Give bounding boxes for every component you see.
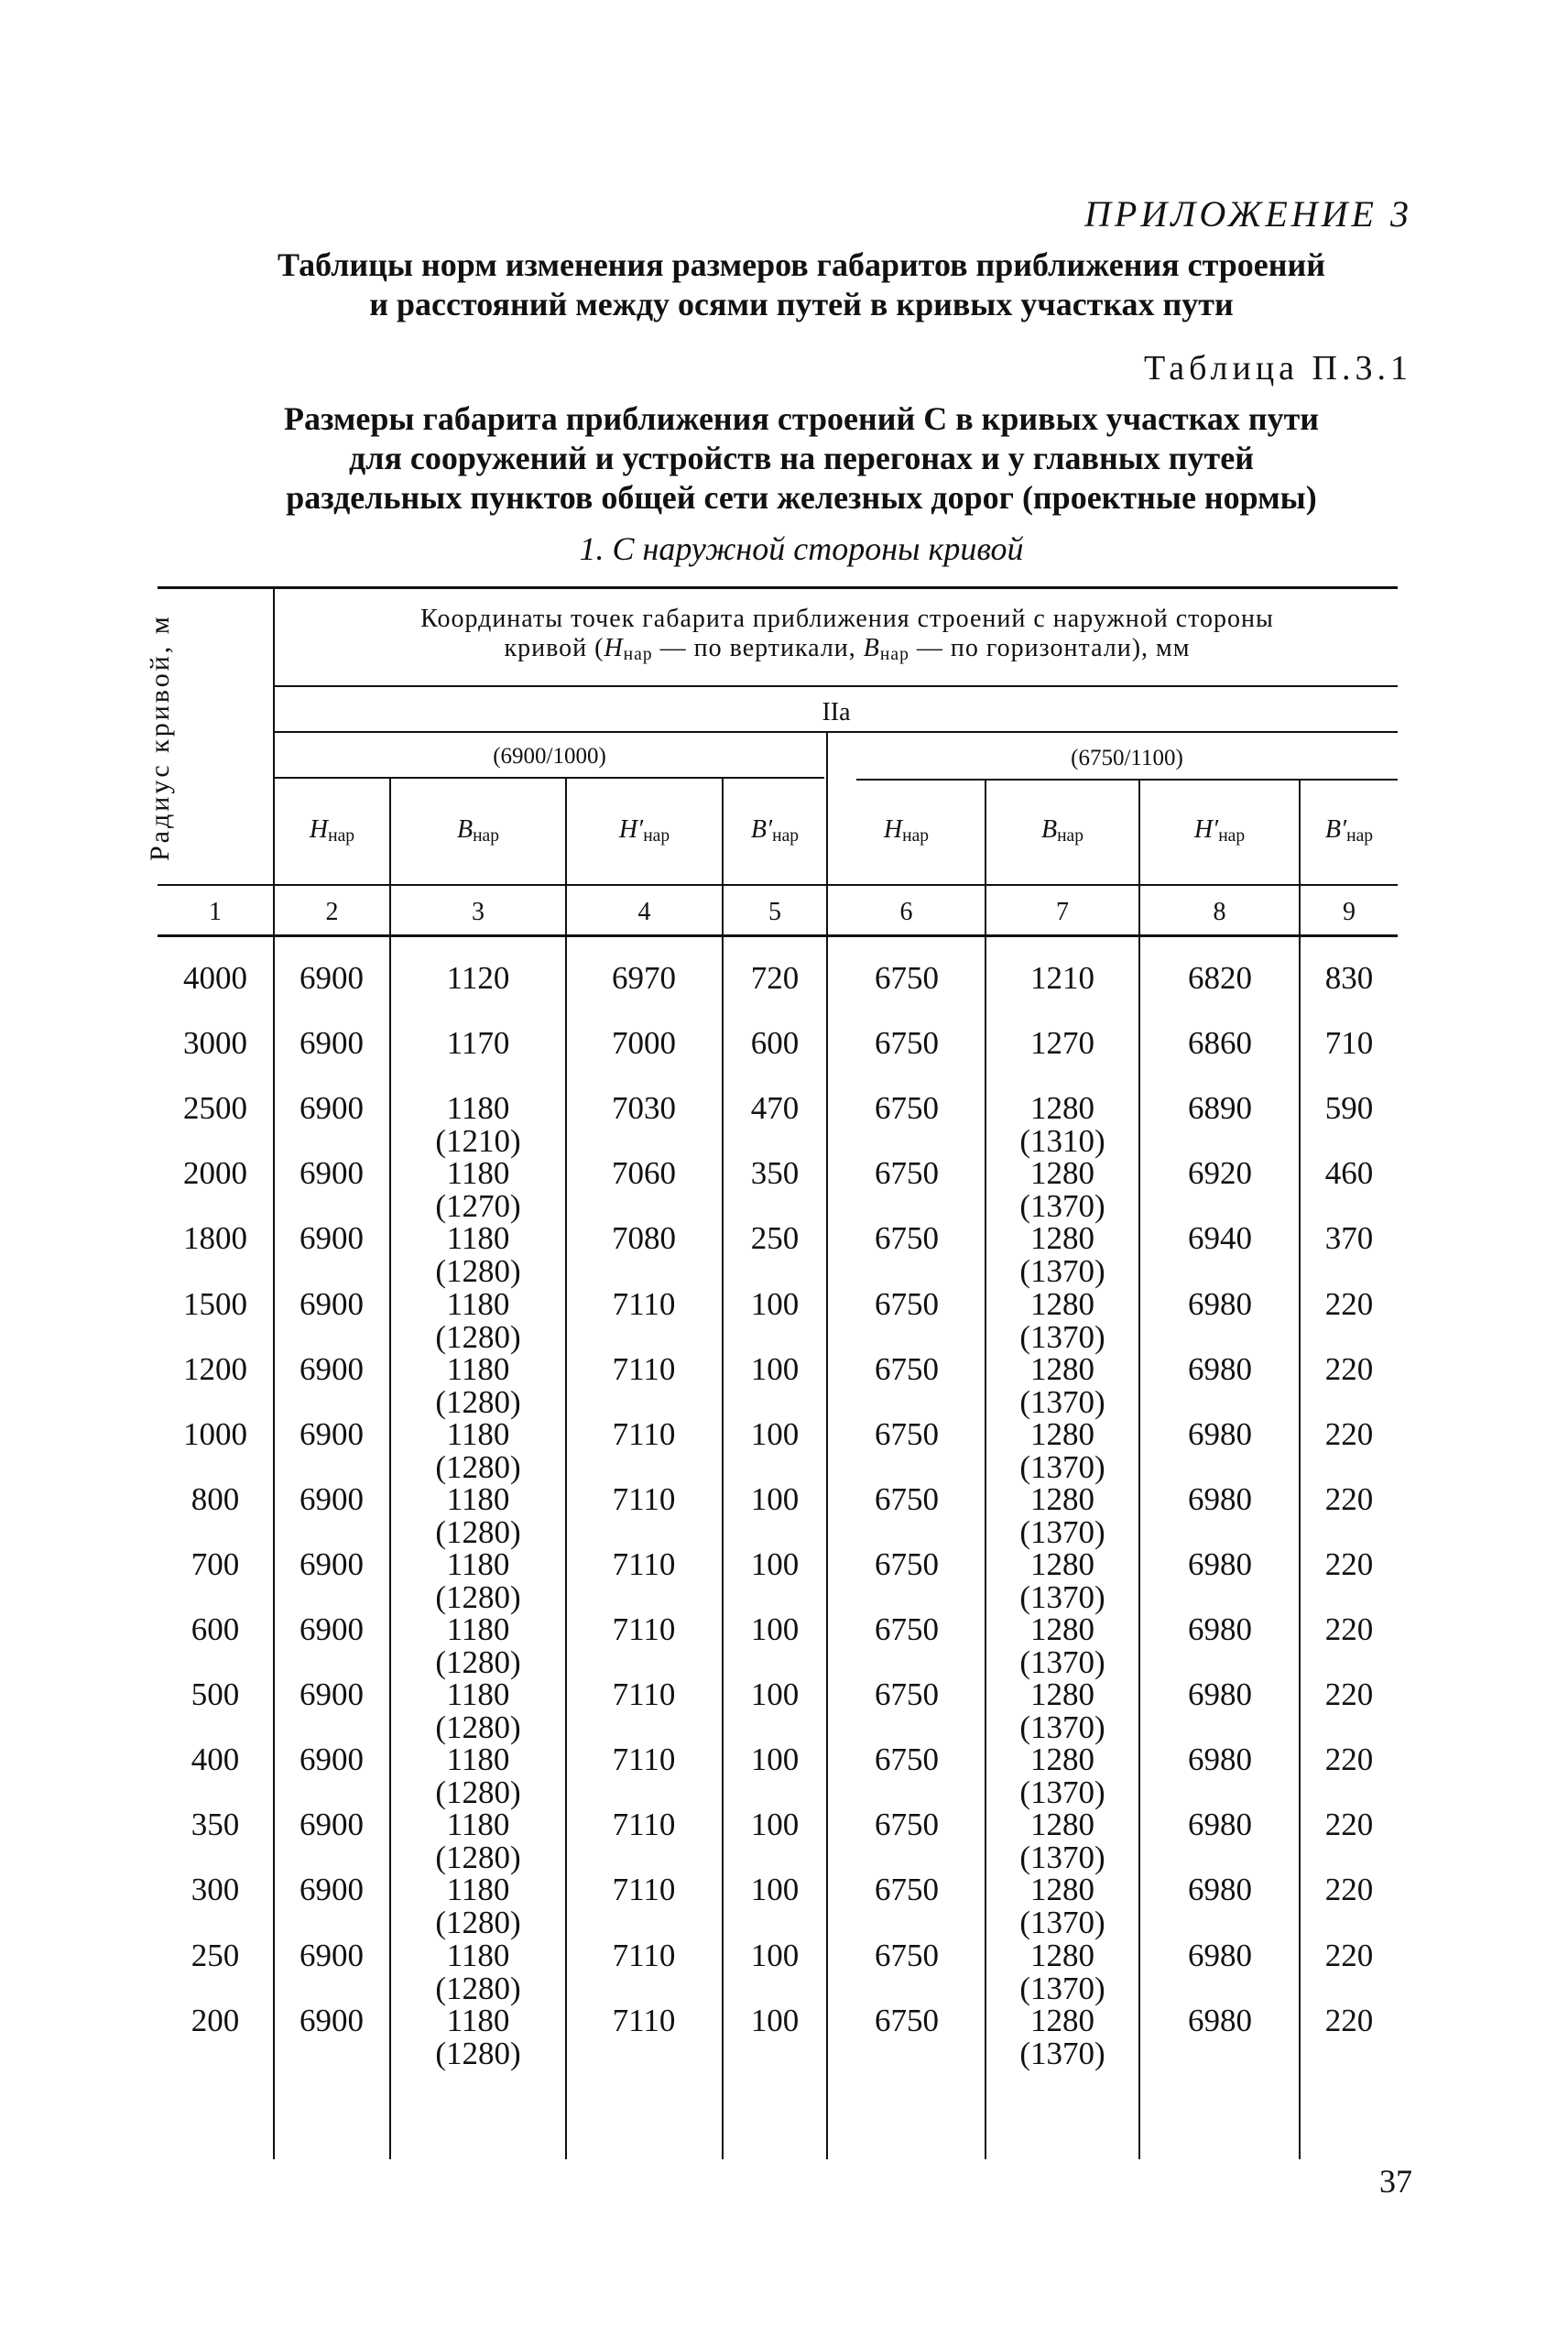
table-cell-c9: 220 [1324,1872,1374,1907]
table-cell-r: 3000 [183,1025,247,1061]
table-cell-c7: 1280 [1030,1351,1094,1387]
table-cell-c3: 1180 [446,1611,510,1647]
table-cell-c4: 7110 [612,1546,676,1582]
col-number-7: 7 [1056,898,1069,926]
table-cell-c3b: (1280) [435,1775,521,1810]
table-cell-c2: 6900 [299,1611,364,1647]
col-header-h: $H_{нар}$ [309,815,355,846]
table-cell-c5: 100 [750,1807,800,1842]
table-cell-c6: 6750 [875,1676,939,1712]
group-header: IIa [822,698,851,726]
table-cell-c7b: (1310) [1019,1123,1105,1159]
table-cell-r: 350 [191,1807,240,1842]
col-header-b-2: $B_{нар}$ [1040,815,1084,846]
table-cell-c4: 7110 [612,1676,676,1712]
table-cell-r: 700 [191,1546,240,1582]
table-cell-c7b: (1370) [1019,1319,1105,1355]
table-cell-c9: 220 [1324,1676,1374,1712]
table-cell-c3b: (1280) [435,1905,521,1940]
table-cell-c8: 6980 [1188,1742,1252,1777]
table-cell-c5: 100 [750,1938,800,1973]
vline-7 [1138,781,1140,2159]
table-cell-c8: 6980 [1188,1546,1252,1582]
table-cell-r: 250 [191,1938,240,1973]
table-cell-c7: 1270 [1030,1025,1094,1061]
table-cell-c4: 7110 [612,1416,676,1452]
table-cell-c5: 470 [750,1090,800,1126]
table-cell-c3b: (1270) [435,1188,521,1224]
table-cell-c7b: (1370) [1019,1840,1105,1875]
col-header-b-prime: $B'_{нар}$ [750,815,800,846]
table-cell-c6: 6750 [875,1807,939,1842]
table-cell-c7: 1280 [1030,1611,1094,1647]
table-cell-c7b: (1370) [1019,1775,1105,1810]
col-header-b-prime-2: $B'_{нар}$ [1324,815,1374,846]
table-cell-c2: 6900 [299,1938,364,1973]
table-cell-c3: 1180 [446,1546,510,1582]
table-cell-c9: 830 [1324,960,1374,996]
table-cell-c4: 7000 [612,1025,676,1061]
table-cell-c2: 6900 [299,1286,364,1322]
table-cell-c6: 6750 [875,960,939,996]
table-cell-c8: 6820 [1188,960,1252,996]
table-cell-c2: 6900 [299,1546,364,1582]
table-cell-c9: 220 [1324,1611,1374,1647]
table-title-line-2: для сооружений и устройств на перегонах и у главных путей [349,440,1254,476]
col-header-h-prime-2: $H'_{нар}$ [1193,815,1246,846]
table-cell-c2: 6900 [299,1676,364,1712]
table-cell-r: 1800 [183,1220,247,1256]
table-cell-r: 600 [191,1611,240,1647]
table-cell-c3: 1170 [446,1025,510,1061]
table-cell-c9: 220 [1324,1742,1374,1777]
rule-under-subgroup-1 [275,777,824,779]
col-number-9: 9 [1343,898,1356,926]
col-header-b: $B_{нар}$ [456,815,500,846]
table-cell-c7: 1280 [1030,1938,1094,1973]
table-cell-c6: 6750 [875,1220,939,1256]
table-cell-c3: 1180 [446,1416,510,1452]
table-cell-c3: 1180 [446,1872,510,1907]
table-cell-c3b: (1280) [435,1384,521,1420]
table-cell-c3b: (1280) [435,1514,521,1550]
table-cell-c7: 1280 [1030,1742,1094,1777]
table-cell-c4: 7110 [612,1872,676,1907]
table-cell-c9: 220 [1324,1807,1374,1842]
table-cell-c3: 1180 [446,1286,510,1322]
table-cell-c7b: (1370) [1019,1384,1105,1420]
table-cell-c5: 100 [750,1546,800,1582]
table-cell-c4: 7110 [612,1481,676,1517]
table-cell-c3: 1180 [446,1220,510,1256]
rule-below-colnums [158,934,1398,937]
table-cell-c7: 1280 [1030,1416,1094,1452]
table-cell-c3: 1180 [446,1481,510,1517]
table-cell-c5: 250 [750,1220,800,1256]
vline-8 [1299,781,1301,2159]
table-cell-c9: 370 [1324,1220,1374,1256]
table-cell-c7: 1210 [1030,960,1094,996]
table-cell-c8: 6980 [1188,1416,1252,1452]
coords-header-line-1: Координаты точек габарита приближения строений с наружной стороны [420,605,1274,633]
table-number: Таблица П.3.1 [1144,349,1412,388]
table-cell-c4: 7110 [612,1611,676,1647]
rule-above-colnums [158,884,1398,886]
table-cell-r: 1000 [183,1416,247,1452]
table-cell-c9: 220 [1324,1481,1374,1517]
table-cell-c9: 220 [1324,1938,1374,1973]
table-cell-c4: 7060 [612,1155,676,1191]
table-cell-c7: 1280 [1030,1220,1094,1256]
table-cell-c7: 1280 [1030,1807,1094,1842]
table-cell-c3: 1180 [446,1155,510,1191]
table-cell-c6: 6750 [875,1416,939,1452]
table-cell-c3b: (1280) [435,1971,521,2006]
table-cell-c5: 100 [750,2003,800,2038]
table-cell-c3: 1180 [446,1807,510,1842]
rule-under-coords [275,685,1398,687]
table-cell-c2: 6900 [299,1481,364,1517]
table-cell-c7b: (1370) [1019,1579,1105,1615]
table-cell-c8: 6980 [1188,1286,1252,1322]
table-cell-c3: 1180 [446,1090,510,1126]
table-cell-r: 500 [191,1676,240,1712]
table-top-rule [158,586,1398,589]
table-cell-c2: 6900 [299,1351,364,1387]
table-cell-c7: 1280 [1030,2003,1094,2038]
table-cell-c3b: (1280) [435,1449,521,1485]
table-cell-r: 2000 [183,1155,247,1191]
table-cell-c8: 6860 [1188,1025,1252,1061]
table-cell-c6: 6750 [875,1025,939,1061]
vline-4 [722,779,724,2159]
table-cell-c7: 1280 [1030,1546,1094,1582]
subsection-title: 1. С наружной стороны кривой [579,530,1024,567]
table-cell-c4: 7110 [612,1351,676,1387]
table-cell-c7: 1280 [1030,1676,1094,1712]
table-cell-c7: 1280 [1030,1872,1094,1907]
table-cell-c3b: (1280) [435,1840,521,1875]
table-cell-c6: 6750 [875,1938,939,1973]
table-cell-c5: 720 [750,960,800,996]
table-cell-c7b: (1370) [1019,2036,1105,2071]
radius-column-header: Радиус кривой, м [145,614,175,861]
coords-header-line-2: кривой ($H_{нар}$ — по вертикали, $B_{нар}$ — по горизонтали), мм [504,634,1191,664]
col-number-8: 8 [1213,898,1226,926]
table-cell-c3: 1180 [446,1351,510,1387]
table-cell-c2: 6900 [299,2003,364,2038]
table-cell-c3: 1180 [446,1742,510,1777]
col-number-6: 6 [899,898,913,926]
table-cell-c6: 6750 [875,2003,939,2038]
table-cell-c9: 710 [1324,1025,1374,1061]
col-number-3: 3 [472,898,485,926]
table-title-line-1: Размеры габарита приближения строений С в кривых участках пути [283,400,1320,437]
table-cell-c3b: (1280) [435,1709,521,1745]
col-number-2: 2 [325,898,339,926]
table-cell-c4: 7030 [612,1090,676,1126]
table-cell-c9: 460 [1324,1155,1374,1191]
col-number-1: 1 [209,898,222,926]
table-cell-c8: 6980 [1188,1938,1252,1973]
appendix-label: ПРИЛОЖЕНИЕ 3 [1084,193,1412,235]
table-cell-c8: 6940 [1188,1220,1252,1256]
col-header-h-prime: $H'_{нар}$ [618,815,670,846]
table-cell-c3b: (1280) [435,1319,521,1355]
rule-under-subgroup-2 [856,779,1398,781]
page-number: 37 [1379,2163,1412,2200]
table-cell-c8: 6980 [1188,1807,1252,1842]
table-cell-c5: 100 [750,1676,800,1712]
table-cell-c3: 1180 [446,1938,510,1973]
table-cell-c3: 1120 [446,960,510,996]
table-cell-c3b: (1280) [435,1644,521,1680]
table-cell-c6: 6750 [875,1611,939,1647]
main-title-line-2: и расстояний между осями путей в кривых участках пути [369,286,1234,322]
table-cell-c7: 1280 [1030,1155,1094,1191]
table-cell-c6: 6750 [875,1351,939,1387]
vline-6 [985,781,986,2159]
table-cell-c5: 100 [750,1286,800,1322]
table-cell-r: 1200 [183,1351,247,1387]
table-cell-c5: 350 [750,1155,800,1191]
table-cell-c5: 100 [750,1742,800,1777]
rule-under-group [275,731,1398,733]
table-cell-c4: 7110 [612,1286,676,1322]
table-cell-c3b: (1210) [435,1123,521,1159]
table-cell-c8: 6920 [1188,1155,1252,1191]
table-cell-c9: 220 [1324,1351,1374,1387]
table-cell-c4: 7110 [612,1807,676,1842]
table-cell-c7b: (1370) [1019,1905,1105,1940]
table-cell-c2: 6900 [299,1416,364,1452]
vline-2 [389,779,391,2159]
table-cell-c7b: (1370) [1019,1709,1105,1745]
table-cell-c2: 6900 [299,1155,364,1191]
table-cell-c6: 6750 [875,1286,939,1322]
table-cell-c8: 6980 [1188,1872,1252,1907]
table-cell-c8: 6980 [1188,1676,1252,1712]
table-cell-c3b: (1280) [435,1579,521,1615]
table-cell-c9: 220 [1324,1546,1374,1582]
vline-3 [565,779,567,2159]
col-header-h-2: $H_{нар}$ [883,815,930,846]
subgroup-header-2: (6750/1100) [1071,746,1183,770]
table-cell-c2: 6900 [299,1090,364,1126]
table-cell-c6: 6750 [875,1872,939,1907]
table-cell-c3b: (1280) [435,1253,521,1289]
table-cell-c4: 6970 [612,960,676,996]
table-cell-r: 800 [191,1481,240,1517]
table-cell-r: 1500 [183,1286,247,1322]
table-cell-c8: 6980 [1188,1481,1252,1517]
table-cell-c4: 7110 [612,1938,676,1973]
table-cell-c2: 6900 [299,1742,364,1777]
table-cell-c7b: (1370) [1019,1644,1105,1680]
table-cell-c5: 600 [750,1025,800,1061]
table-title-line-3: раздельных пунктов общей сети железных дорог (проектные нормы) [286,479,1317,516]
table-cell-r: 200 [191,2003,240,2038]
table-cell-c6: 6750 [875,1090,939,1126]
table-cell-c9: 220 [1324,2003,1374,2038]
table-cell-r: 2500 [183,1090,247,1126]
table-cell-c7: 1280 [1030,1481,1094,1517]
table-cell-c7: 1280 [1030,1090,1094,1126]
table-cell-c6: 6750 [875,1155,939,1191]
table-cell-c7b: (1370) [1019,1253,1105,1289]
table-cell-r: 400 [191,1742,240,1777]
table-cell-c2: 6900 [299,960,364,996]
main-title-line-1: Таблицы норм изменения размеров габаритов приближения строений [278,246,1325,283]
table-cell-c2: 6900 [299,1807,364,1842]
table-cell-c7b: (1370) [1019,1971,1105,2006]
table-cell-c9: 220 [1324,1286,1374,1322]
table-cell-c5: 100 [750,1611,800,1647]
table-cell-c2: 6900 [299,1872,364,1907]
table-cell-r: 300 [191,1872,240,1907]
table-cell-c6: 6750 [875,1742,939,1777]
table-cell-c5: 100 [750,1416,800,1452]
table-cell-c7b: (1370) [1019,1188,1105,1224]
table-cell-c7b: (1370) [1019,1449,1105,1485]
table-cell-c2: 6900 [299,1025,364,1061]
table-cell-c8: 6980 [1188,1611,1252,1647]
table-cell-c9: 220 [1324,1416,1374,1452]
table-cell-c9: 590 [1324,1090,1374,1126]
table-cell-c7: 1280 [1030,1286,1094,1322]
table-cell-r: 4000 [183,960,247,996]
table-cell-c4: 7110 [612,2003,676,2038]
subgroup-header-1: (6900/1000) [493,744,606,769]
table-cell-c5: 100 [750,1872,800,1907]
table-cell-c3b: (1280) [435,2036,521,2071]
col-number-4: 4 [637,898,651,926]
table-cell-c8: 6980 [1188,1351,1252,1387]
table-cell-c6: 6750 [875,1546,939,1582]
table-cell-c5: 100 [750,1351,800,1387]
table-cell-c5: 100 [750,1481,800,1517]
table-cell-c7b: (1370) [1019,1514,1105,1550]
col-number-5: 5 [768,898,781,926]
table-cell-c2: 6900 [299,1220,364,1256]
table-cell-c8: 6980 [1188,2003,1252,2038]
table-cell-c6: 6750 [875,1481,939,1517]
table-cell-c8: 6890 [1188,1090,1252,1126]
coords-header [284,605,1410,670]
table-cell-c3: 1180 [446,1676,510,1712]
vline-5 [826,733,828,2159]
table-cell-c4: 7110 [612,1742,676,1777]
table-cell-c4: 7080 [612,1220,676,1256]
table-cell-c3: 1180 [446,2003,510,2038]
